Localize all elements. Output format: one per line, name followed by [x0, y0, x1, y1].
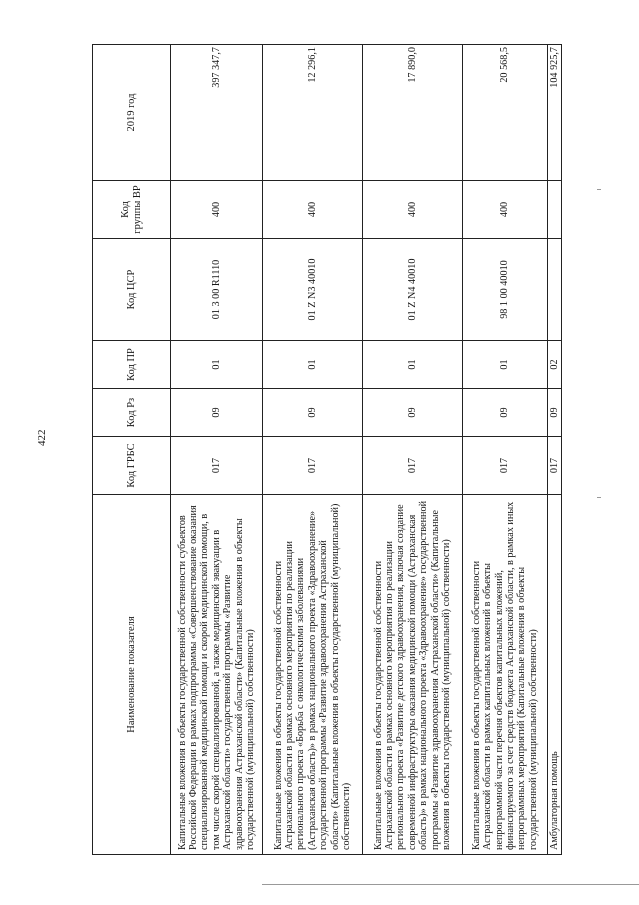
row-pr: 01	[463, 341, 548, 389]
scan-mark	[597, 189, 601, 190]
row-rz: 09	[263, 389, 363, 437]
scan-mark	[597, 497, 601, 498]
row-rz: 09	[463, 389, 548, 437]
header-pr: Код ПР	[93, 341, 171, 389]
table-row	[548, 45, 562, 855]
row-grbs: 017	[171, 437, 263, 495]
row-vr: 400	[171, 181, 263, 239]
row-csr: 01 3 00 R1110	[171, 239, 263, 341]
row-name: Капитальные вложения в объекты государственной собственности субъектов Российской Федерации в рамках подпрограммы «Совершенствование оказания специализированной медицинской помощи и скорой медицинской помощи, в том числе скорой специализированной, а также медицинской эвакуации в Астраханской области» государственной программы «Развитие здравоохранения Астраханской области» (Капитальные вложения в объекты государственной (муниципальной) собственности)	[171, 495, 263, 855]
row-name: Амбулаторная помощь	[548, 495, 562, 855]
header-csr: Код ЦСР	[93, 239, 171, 341]
table-row	[363, 45, 463, 855]
header-vr: Код группы ВР	[93, 181, 171, 239]
row-csr: 01 Z N3 40010	[263, 239, 363, 341]
row-name: Капитальные вложения в объекты государственной собственности Астраханской области в рамках основного мероприятия по реализации регионального проекта «Развитие детского здравоохранения, включая создание современной инфраструктуры оказания медицинской помощи (Астраханская область)» в рамках национального проекта «Здравоохранение» государственной программы «Развитие здравоохранения Астраханской области» (Капитальные вложения в объекты государственной (муниципальной) собственности)	[363, 495, 463, 855]
row-grbs: 017	[548, 437, 562, 495]
row-amount: 104 925,7	[548, 45, 562, 181]
row-pr: 01	[171, 341, 263, 389]
table-row	[171, 45, 263, 855]
header-rz: Код Рз	[93, 389, 171, 437]
row-csr	[548, 239, 562, 341]
row-rz: 09	[171, 389, 263, 437]
table-row	[463, 45, 548, 855]
row-vr: 400	[463, 181, 548, 239]
row-pr: 02	[548, 341, 562, 389]
row-vr: 400	[363, 181, 463, 239]
row-grbs: 017	[363, 437, 463, 495]
row-name: Капитальные вложения в объекты государственной собственности Астраханской области в рамках основного мероприятия по реализации регионального проекта «Борьба с онкологическими заболеваниями (Астраханская область)» в рамках национального проекта «Здравоохранение» государственной программы «Развитие здравоохранения Астраханской области» (Капитальные вложения в объекты государственной (муниципальной) собственности)	[263, 495, 363, 855]
row-grbs: 017	[263, 437, 363, 495]
row-name: Капитальные вложения в объекты государственной собственности Астраханской области в рамках капитальных вложений в объекты непрограммной части перечня объектов капитальных вложений, финансируемого за счет средств бюджета Астраханской области, в рамках иных непрограммных мероприятий (Капитальные вложения в объекты государственной (муниципальной) собственности)	[463, 495, 548, 855]
scan-edge-line	[262, 884, 639, 885]
rotated-page-content	[92, 45, 560, 855]
table-container	[92, 45, 560, 855]
row-pr: 01	[363, 341, 463, 389]
row-csr: 01 Z N4 40010	[363, 239, 463, 341]
row-rz: 09	[363, 389, 463, 437]
row-vr	[548, 181, 562, 239]
header-year: 2019 год	[93, 45, 171, 181]
row-amount: 12 296,1	[263, 45, 363, 181]
table-header-row	[93, 45, 171, 855]
page-number: 422	[36, 429, 48, 446]
row-amount: 397 347,7	[171, 45, 263, 181]
budget-table	[92, 44, 562, 855]
row-pr: 01	[263, 341, 363, 389]
row-vr: 400	[263, 181, 363, 239]
row-amount: 20 568,5	[463, 45, 548, 181]
row-grbs: 017	[463, 437, 548, 495]
header-grbs: Код ГРБС	[93, 437, 171, 495]
row-amount: 17 890,0	[363, 45, 463, 181]
table-row	[263, 45, 363, 855]
header-name: Наименование показателя	[93, 495, 171, 855]
row-rz: 09	[548, 389, 562, 437]
row-csr: 98 1 00 40010	[463, 239, 548, 341]
